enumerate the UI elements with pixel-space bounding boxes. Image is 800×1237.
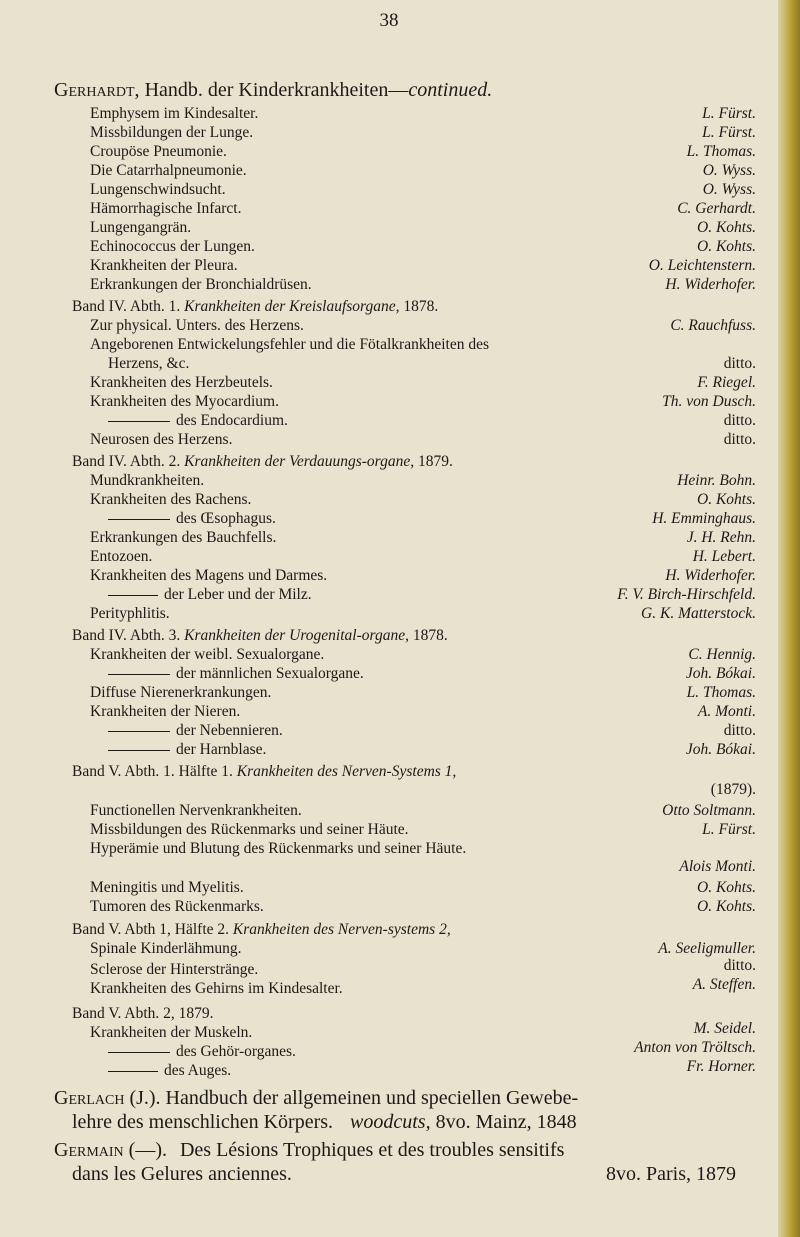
list-item: Neurosen des Herzens. xyxy=(90,431,233,448)
contributor: Anton von Tröltsch. xyxy=(634,1039,756,1056)
contributor: A. Seeligmuller. xyxy=(658,940,756,957)
list-item: Hyperämie und Blutung des Rückenmarks und seiner Häute. xyxy=(90,840,467,857)
entry-title-cont: lehre des menschlichen Körpers. xyxy=(72,1111,334,1133)
contributor: H. Emminghaus. xyxy=(652,510,756,527)
contributor: Otto Soltmann. xyxy=(662,802,756,819)
contributor: L. Thomas. xyxy=(686,143,756,160)
list-item: Krankheiten des Magens und Darmes. xyxy=(90,567,328,584)
list-item xyxy=(108,412,288,430)
band-title: Krankheiten des Nerven-Systems 1, xyxy=(236,763,457,780)
contributor: O. Kohts. xyxy=(697,879,756,896)
band-heading xyxy=(72,763,456,781)
entry-gerlach-line2 xyxy=(72,1110,577,1134)
list-item: Perityphlitis. xyxy=(90,605,170,622)
entry-author: Gerlach (J.). xyxy=(54,1087,161,1109)
contributor: C. Rauchfuss. xyxy=(670,317,756,334)
entry-author: Gerhardt, xyxy=(54,79,140,101)
contributor: A. Steffen. xyxy=(692,976,756,993)
contributor: O. Kohts. xyxy=(697,898,756,915)
entry-title: Des Lésions Trophiques et des troubles sensitifs xyxy=(179,1139,565,1161)
contributor: O. Kohts. xyxy=(697,491,756,508)
contributor: Alois Monti. xyxy=(679,858,756,875)
list-item: Diffuse Nierenerkrankungen. xyxy=(90,684,272,701)
band-heading xyxy=(72,453,453,471)
list-item xyxy=(108,665,364,683)
list-item-text: des Gehör-organes. xyxy=(176,1043,296,1060)
band-year: (1879). xyxy=(710,781,756,798)
list-item: Entozoen. xyxy=(90,548,153,565)
entry-germain-line1 xyxy=(54,1138,564,1162)
list-item: Sclerose der Hinterstränge. xyxy=(90,961,259,978)
list-item-text: der Harnblase. xyxy=(176,741,267,758)
contributor: O. Wyss. xyxy=(702,162,756,179)
contributor: Heinr. Bohn. xyxy=(677,472,756,489)
entry-title: Handb. der Kinderkrankheiten— xyxy=(144,79,409,101)
list-item-text: der Leber und der Milz. xyxy=(164,586,312,603)
contributor: L. Fürst. xyxy=(702,124,756,141)
band-prefix: Band V. Abth 1, Hälfte 2. xyxy=(72,921,230,938)
page-edge-gilt xyxy=(778,0,800,1237)
contributor: ditto. xyxy=(723,355,756,372)
ditto-dash xyxy=(108,1071,158,1072)
list-item: Krankheiten der Nieren. xyxy=(90,703,241,720)
list-item: Functionellen Nervenkrankheiten. xyxy=(90,802,302,819)
contributor: ditto. xyxy=(723,722,756,739)
band-title: Krankheiten der Verdauungs-organe, xyxy=(184,453,415,470)
ditto-dash xyxy=(108,750,170,751)
contributor: O. Wyss. xyxy=(702,181,756,198)
contributor: C. Gerhardt. xyxy=(677,200,756,217)
contributor: J. H. Rehn. xyxy=(686,529,756,546)
contributor: Joh. Bókai. xyxy=(685,665,756,682)
contributor: H. Widerhofer. xyxy=(665,567,756,584)
contributor: O. Leichtenstern. xyxy=(648,257,756,274)
band-year: 1879. xyxy=(418,453,453,470)
list-item: Herzens, &c. xyxy=(108,355,190,372)
band-prefix: Band IV. Abth. 1. xyxy=(72,298,181,315)
list-item: Krankheiten des Herzbeutels. xyxy=(90,374,273,391)
band-prefix: Band IV. Abth. 3. xyxy=(72,627,181,644)
band-heading xyxy=(72,921,451,939)
entry-author: Germain (—). xyxy=(54,1139,167,1161)
entry-gerlach-line1 xyxy=(54,1086,578,1110)
contributor: G. K. Matterstock. xyxy=(641,605,756,622)
page-number: 38 xyxy=(379,10,399,31)
list-item: Krankheiten des Gehirns im Kindesalter. xyxy=(90,980,343,997)
list-item xyxy=(108,741,266,759)
entry-illustrations: woodcuts, xyxy=(350,1111,431,1133)
contributor: Th. von Dusch. xyxy=(662,393,756,410)
band-prefix: Band IV. Abth. 2. xyxy=(72,453,181,470)
band-heading xyxy=(72,627,448,645)
ditto-dash xyxy=(108,519,170,520)
contributor: C. Hennig. xyxy=(688,646,756,663)
list-item xyxy=(108,1062,231,1080)
list-item: Krankheiten des Rachens. xyxy=(90,491,252,508)
entry-title-cont: dans les Gelures anciennes. xyxy=(72,1163,292,1185)
contributor: A. Monti. xyxy=(697,703,756,720)
band-title: Krankheiten der Urogenital-organe, xyxy=(184,627,409,644)
list-item: Zur physical. Unters. des Herzens. xyxy=(90,317,304,334)
contributor: F. V. Birch-Hirschfeld. xyxy=(617,586,756,603)
ditto-dash xyxy=(108,731,170,732)
band-prefix: Band V. Abth. 1. Hälfte 1. xyxy=(72,763,233,780)
band-year: 1878. xyxy=(403,298,439,315)
ditto-dash xyxy=(108,674,170,675)
list-item: Mundkrankheiten. xyxy=(90,472,205,489)
contributor: ditto. xyxy=(723,412,756,429)
contributor: L. Fürst. xyxy=(702,821,756,838)
contributor: L. Fürst. xyxy=(702,105,756,122)
list-item: Meningitis und Myelitis. xyxy=(90,879,244,896)
list-item xyxy=(108,1043,296,1061)
contributor: H. Widerhofer. xyxy=(665,276,756,293)
entry-imprint: 8vo. Mainz, 1848 xyxy=(435,1111,577,1133)
list-item: Tumoren des Rückenmarks. xyxy=(90,898,264,915)
list-item xyxy=(108,586,312,604)
list-item: Krankheiten der weibl. Sexualorgane. xyxy=(90,646,325,663)
continued-label: continued. xyxy=(408,79,493,101)
list-item-text: des Œsophagus. xyxy=(176,510,276,527)
contributor: O. Kohts. xyxy=(697,238,756,255)
contributor: M. Seidel. xyxy=(693,1020,756,1037)
list-item: Missbildungen der Lunge. xyxy=(90,124,254,141)
contributor: Fr. Horner. xyxy=(686,1058,756,1075)
contributor: L. Thomas. xyxy=(686,684,756,701)
ditto-dash xyxy=(108,1052,170,1053)
list-item: Missbildungen des Rückenmarks und seiner Häute. xyxy=(90,821,409,838)
list-item: Lungengangrän. xyxy=(90,219,192,236)
list-item: Angeborenen Entwickelungsfehler und die Fötalkrankheiten des xyxy=(90,336,490,353)
list-item: Emphysem im Kindesalter. xyxy=(90,105,259,122)
contributor: F. Riegel. xyxy=(697,374,756,391)
ditto-dash xyxy=(108,421,170,422)
list-item: Krankheiten der Pleura. xyxy=(90,257,238,274)
band-year: 1878. xyxy=(412,627,448,644)
list-item: Hämorrhagische Infarct. xyxy=(90,200,242,217)
contributor: ditto. xyxy=(723,431,756,448)
band-heading xyxy=(72,298,438,316)
list-item-text: des Endocardium. xyxy=(176,412,288,429)
band-heading: Band V. Abth. 2, 1879. xyxy=(72,1005,214,1022)
entry-germain-line2 xyxy=(72,1162,292,1186)
list-item: Erkrankungen des Bauchfells. xyxy=(90,529,277,546)
contributor: ditto. xyxy=(723,957,756,974)
entry-imprint: 8vo. Paris, 1879 xyxy=(606,1163,736,1185)
contributor: O. Kohts. xyxy=(697,219,756,236)
list-item: Erkrankungen der Bronchialdrüsen. xyxy=(90,276,312,293)
ditto-dash xyxy=(108,595,158,596)
list-item: Lungenschwindsucht. xyxy=(90,181,226,198)
list-item-text: der Nebennieren. xyxy=(176,722,283,739)
list-item: Krankheiten der Muskeln. xyxy=(90,1024,253,1041)
list-item xyxy=(108,510,276,528)
list-item: Krankheiten des Myocardium. xyxy=(90,393,279,410)
entry-gerhardt-heading xyxy=(54,78,492,102)
list-item xyxy=(108,722,283,740)
list-item: Spinale Kinderlähmung. xyxy=(90,940,242,957)
list-item: Croupöse Pneumonie. xyxy=(90,143,227,160)
list-item-text: der männlichen Sexualorgane. xyxy=(176,665,364,682)
list-item: Echinococcus der Lungen. xyxy=(90,238,255,255)
contributor: H. Lebert. xyxy=(692,548,756,565)
band-title: Krankheiten der Kreislaufsorgane, xyxy=(184,298,400,315)
list-item-text: des Auges. xyxy=(164,1062,232,1079)
band-title: Krankheiten des Nerven-systems 2, xyxy=(232,921,451,938)
contributor: Joh. Bókai. xyxy=(685,741,756,758)
list-item: Die Catarrhalpneumonie. xyxy=(90,162,247,179)
entry-title: Handbuch der allgemeinen und speciellen Gewebe- xyxy=(165,1087,579,1109)
